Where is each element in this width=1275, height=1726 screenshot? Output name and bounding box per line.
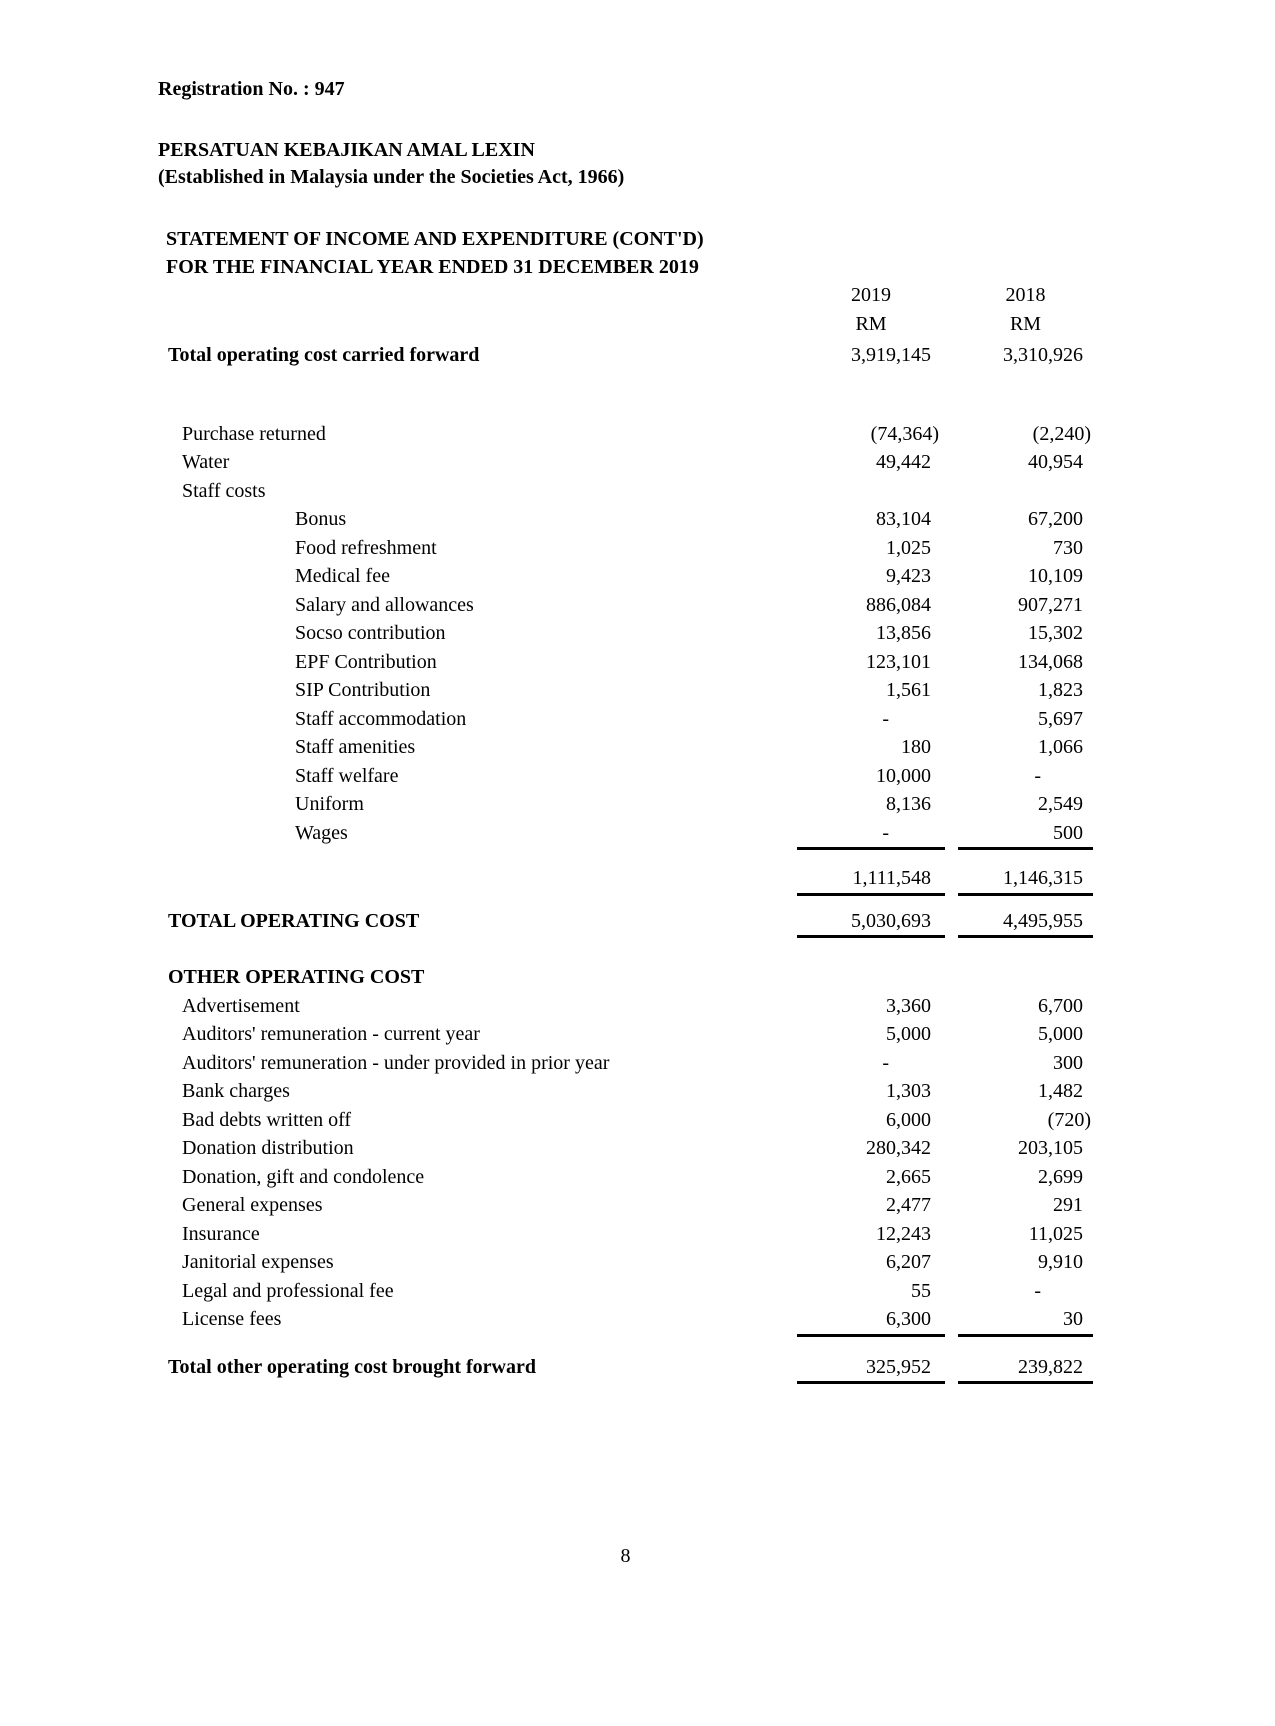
year-column-header-2019: 2019 — [851, 284, 891, 306]
table-row — [158, 1106, 1093, 1135]
row-label: Wages — [295, 821, 348, 844]
row-value-2018: (720) — [1047, 1108, 1091, 1131]
row-value-2019: 5,000 — [886, 1023, 931, 1045]
table-row — [158, 819, 1093, 851]
row-label: Staff amenities — [295, 736, 416, 758]
row-label: Total operating cost carried forward — [168, 344, 480, 366]
table-row — [158, 705, 1093, 734]
row-value-2019: 1,025 — [886, 536, 931, 559]
organization-header — [158, 137, 1093, 191]
currency-header-row — [158, 310, 1093, 339]
row-label: SIP Contribution — [295, 679, 431, 701]
table-row — [158, 619, 1093, 648]
row-value-2018: 239,822 — [958, 1353, 1093, 1385]
table-row — [158, 1163, 1093, 1192]
table-row — [158, 790, 1093, 819]
row-value-2019: 55 — [911, 1279, 931, 1302]
row-value-2018: 30 — [958, 1305, 1093, 1337]
row-value-2019: - — [882, 707, 889, 730]
table-row — [158, 963, 1093, 992]
row-value-2018: 2,549 — [1038, 793, 1083, 815]
row-value-2019: 49,442 — [876, 451, 931, 473]
statement-title: STATEMENT OF INCOME AND EXPENDITURE (CONT'D) — [166, 228, 704, 250]
row-label: Water — [182, 451, 230, 473]
row-label: Auditors' remuneration - under provided in prior year — [182, 1051, 610, 1074]
registration-number: Registration No. : 947 — [158, 78, 345, 100]
row-label: Salary and allowances — [295, 593, 474, 616]
table-row — [158, 562, 1093, 591]
table-row — [158, 534, 1093, 563]
row-value-2018: 67,200 — [1028, 508, 1083, 530]
row-value-2019: - — [797, 819, 945, 851]
row-label: Janitorial expenses — [182, 1251, 334, 1273]
row-label: Uniform — [295, 793, 364, 815]
row-label: Purchase returned — [182, 422, 326, 445]
row-label: Bad debts written off — [182, 1108, 352, 1131]
table-row — [158, 1353, 1093, 1385]
table-row — [158, 341, 1093, 370]
row-label: Medical fee — [295, 565, 390, 587]
row-value-2018: 2,699 — [1038, 1165, 1083, 1188]
row-value-2019: 6,000 — [886, 1108, 931, 1131]
row-value-2018: 4,495,955 — [958, 907, 1093, 939]
table-row — [158, 762, 1093, 791]
statement-header — [158, 225, 1093, 281]
row-value-2019: 325,952 — [797, 1353, 945, 1385]
row-label: Insurance — [182, 1222, 260, 1245]
row-value-2018: 907,271 — [1018, 593, 1083, 616]
row-value-2018: 5,697 — [1038, 707, 1083, 730]
row-value-2018: 1,146,315 — [958, 864, 1093, 896]
row-value-2018: 1,066 — [1038, 736, 1083, 758]
row-value-2019: 3,919,145 — [851, 344, 931, 366]
row-label: Legal and professional fee — [182, 1279, 394, 1302]
row-value-2019: 10,000 — [876, 764, 931, 787]
row-value-2018: (2,240) — [1032, 422, 1091, 445]
row-label: Bonus — [295, 508, 347, 530]
row-label: Bank charges — [182, 1080, 290, 1102]
row-value-2018: - — [1034, 764, 1041, 787]
column-spacer — [158, 310, 797, 339]
table-row — [158, 1077, 1093, 1106]
table-row — [158, 1220, 1093, 1249]
row-value-2019: 6,300 — [797, 1305, 945, 1337]
row-value-2019: 12,243 — [876, 1222, 931, 1245]
row-label: Staff welfare — [295, 764, 399, 787]
row-value-2019: 6,207 — [886, 1251, 931, 1273]
row-value-2019: 280,342 — [866, 1137, 931, 1159]
row-value-2019: 1,561 — [886, 679, 931, 701]
row-value-2019: (74,364) — [870, 422, 939, 445]
row-value-2018: 730 — [1053, 536, 1083, 559]
table-row — [158, 477, 1093, 506]
table-row — [158, 1020, 1093, 1049]
table-row — [158, 591, 1093, 620]
row-value-2019: 886,084 — [866, 593, 931, 616]
row-value-2019: 123,101 — [866, 650, 931, 673]
table-row — [158, 505, 1093, 534]
statement-period: FOR THE FINANCIAL YEAR ENDED 31 DECEMBER 2019 — [166, 256, 699, 278]
organization-name: PERSATUAN KEBAJIKAN AMAL LEXIN — [158, 139, 535, 161]
table-row — [158, 448, 1093, 477]
row-value-2019: 180 — [901, 736, 931, 758]
document-page — [0, 76, 1275, 1726]
row-value-2018: 9,910 — [1038, 1251, 1083, 1273]
row-value-2019: 9,423 — [886, 565, 931, 587]
row-value-2018: 291 — [1053, 1194, 1083, 1216]
row-value-2019: 5,030,693 — [797, 907, 945, 939]
row-label: Total other operating cost brought forward — [168, 1355, 536, 1378]
row-label: Socso contribution — [295, 622, 446, 644]
table-row — [158, 420, 1093, 449]
table-row — [158, 676, 1093, 705]
row-value-2019: 1,111,548 — [797, 864, 945, 896]
table-row — [158, 1305, 1093, 1337]
row-value-2019: 2,665 — [886, 1165, 931, 1188]
row-value-2018: 5,000 — [1038, 1023, 1083, 1045]
row-value-2019: 83,104 — [876, 508, 931, 530]
year-header-row — [158, 281, 1093, 310]
row-label: TOTAL OPERATING COST — [168, 909, 420, 932]
column-spacer — [158, 281, 797, 310]
row-value-2018: - — [1034, 1279, 1041, 1302]
table-row — [158, 1049, 1093, 1078]
row-label: License fees — [182, 1308, 282, 1330]
statement-rows — [158, 341, 1093, 1384]
row-value-2019: - — [882, 1051, 889, 1074]
row-value-2019: 8,136 — [886, 793, 931, 815]
row-value-2018: 1,823 — [1038, 679, 1083, 701]
row-value-2018: 11,025 — [1028, 1222, 1083, 1245]
row-label: OTHER OPERATING COST — [168, 966, 425, 988]
row-value-2018: 300 — [1053, 1051, 1083, 1074]
table-row — [158, 1248, 1093, 1277]
organization-establishment: (Established in Malaysia under the Societies Act, 1966) — [158, 166, 625, 188]
page-number: 8 — [620, 1545, 631, 1567]
row-value-2018: 15,302 — [1028, 622, 1083, 644]
row-value-2019: 1,303 — [886, 1080, 931, 1102]
row-value-2018: 10,109 — [1028, 565, 1083, 587]
row-value-2019: 13,856 — [876, 622, 931, 644]
row-value-2018: 134,068 — [1018, 650, 1083, 673]
table-row — [158, 648, 1093, 677]
row-value-2018: 3,310,926 — [1003, 344, 1083, 366]
row-label: Donation distribution — [182, 1137, 354, 1159]
table-row — [158, 733, 1093, 762]
row-label: Food refreshment — [295, 536, 437, 559]
page-content — [158, 76, 1093, 1571]
currency-label-2019: RM — [855, 313, 887, 335]
row-label: Donation, gift and condolence — [182, 1165, 425, 1188]
row-value-2019: 3,360 — [886, 994, 931, 1017]
row-label: Auditors' remuneration - current year — [182, 1023, 480, 1045]
currency-label-2018: RM — [1009, 313, 1042, 335]
row-label: Advertisement — [182, 994, 300, 1017]
table-row — [158, 907, 1093, 939]
table-row — [158, 1191, 1093, 1220]
row-value-2018: 6,700 — [1038, 994, 1083, 1017]
table-row — [158, 1134, 1093, 1163]
year-column-header-2018: 2018 — [1005, 284, 1046, 306]
row-label: Staff costs — [182, 479, 266, 502]
table-row — [158, 864, 1093, 896]
row-value-2018: 500 — [958, 819, 1093, 851]
row-value-2018: 40,954 — [1028, 451, 1083, 473]
row-label: General expenses — [182, 1194, 323, 1216]
row-value-2018: 203,105 — [1018, 1137, 1083, 1159]
row-label: EPF Contribution — [295, 650, 437, 673]
table-row — [158, 992, 1093, 1021]
row-value-2018: 1,482 — [1038, 1080, 1083, 1102]
table-row — [158, 1277, 1093, 1306]
row-label: Staff accommodation — [295, 707, 467, 730]
row-value-2019: 2,477 — [886, 1194, 931, 1216]
